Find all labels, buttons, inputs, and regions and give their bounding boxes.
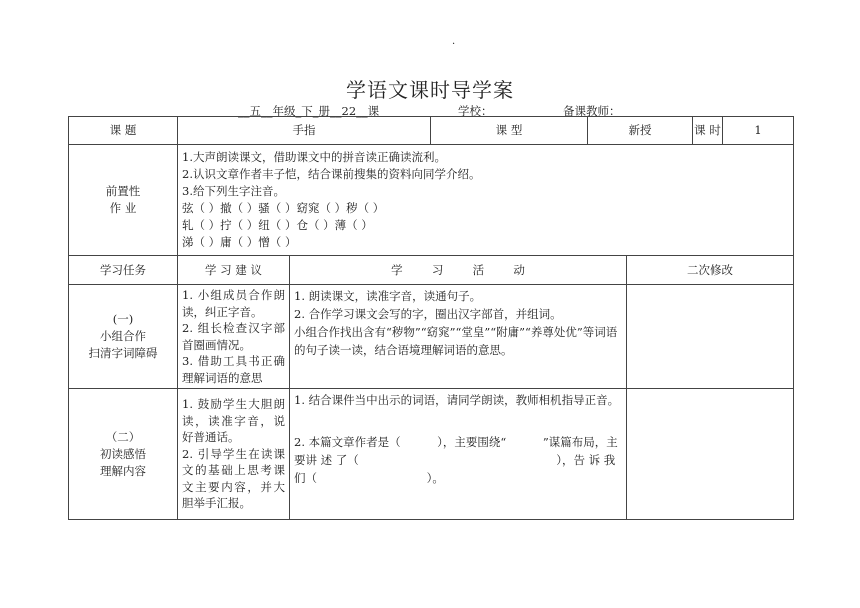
hours-label: 课 时 — [693, 117, 723, 145]
prep-line: 轧（ ）拧（ ）纽（ ）仓（ ）薄（ ） — [182, 218, 373, 232]
section1-num: (一) — [112, 312, 134, 326]
page-dot: . — [452, 36, 456, 47]
section1-revision — [627, 285, 794, 389]
suggestion-item: 2. 组长检查汉字部首圈画情况。 — [182, 321, 285, 352]
prep-line: 涕（ ）庸（ ）憎（ ） — [182, 235, 297, 249]
suggestion-item: 3. 借助工具书正确理解词语的意思 — [182, 354, 285, 385]
topic-value: 手指 — [178, 117, 431, 145]
activity-header: 学 习 活 动 — [290, 256, 627, 285]
school-label: 学校： — [458, 104, 493, 118]
section-row-1 — [69, 285, 794, 389]
section1-task — [69, 285, 178, 389]
lesson-plan-table — [68, 116, 794, 520]
activity-item: 1. 结合课件当中出示的词语，请同学朗读，教师相机指导正音。 — [294, 393, 620, 407]
section1-name-line1: 小组合作 — [100, 329, 146, 343]
grade-line: __五__年级_下_册__22__课 — [238, 104, 380, 118]
type-value: 新授 — [588, 117, 693, 145]
revision-header: 二次修改 — [627, 256, 794, 285]
prep-label-line2: 作 业 — [109, 201, 137, 215]
prep-content — [178, 145, 794, 256]
info-row — [69, 117, 794, 145]
suggestion-header: 学 习 建 议 — [178, 256, 290, 285]
section1-name-line2: 扫清字词障碍 — [88, 346, 158, 360]
section2-revision — [627, 389, 794, 520]
activity-item: 1. 朗读课文，读准字音，读通句子。 — [294, 289, 482, 303]
section2-name-line2: 理解内容 — [100, 463, 146, 478]
suggestion-item: 1. 鼓励学生大胆朗读，读准字音，说好普通话。 — [182, 397, 285, 445]
prep-line: 1.大声朗读课文，借助课文中的拼音读正确读流利。 — [182, 150, 446, 164]
activity-item: 2. 合作学习课文会写的字，圈出汉字部首，并组词。 — [294, 307, 562, 321]
prep-label-line1: 前置性 — [105, 184, 141, 198]
hours-value: 1 — [723, 117, 794, 145]
section2-task — [69, 389, 178, 520]
activity-item: 小组合作找出含有“秽物”“窈窕”“堂皇”“附庸”“养尊处优”等词语的句子读一读，结合语境理解词语的意思。 — [294, 325, 618, 357]
prep-label — [69, 145, 178, 256]
header-row — [69, 256, 794, 285]
suggestion-item: 1. 小组成员合作朗读，纠正字音。 — [182, 288, 285, 319]
prep-row — [69, 145, 794, 256]
page-title: 学语文课时导学案 — [346, 78, 514, 102]
prep-line: 弦（ ）撤（ ）骚（ ）窈窕（ ）秽（ ） — [182, 201, 385, 215]
task-header: 学习任务 — [69, 256, 178, 285]
section2-name-line1: 初读感悟 — [100, 446, 146, 461]
section-row-2 — [69, 389, 794, 520]
prep-line: 2.认识文章作者丰子恺，结合课前搜集的资料向同学介绍。 — [182, 167, 481, 181]
suggestion-item: 2. 引导学生在读课文的基础上思考课文主要内容，并大胆举手汇报。 — [182, 446, 285, 511]
section2-activities — [290, 389, 627, 520]
section1-suggestions — [178, 285, 290, 389]
type-label: 课 型 — [431, 117, 588, 145]
section2-suggestions — [178, 389, 290, 520]
teacher-label: 备课教师： — [563, 104, 621, 118]
prep-line: 3.给下列生字注音。 — [182, 184, 285, 198]
topic-label: 课 题 — [69, 117, 178, 145]
section2-num: （二） — [105, 429, 141, 444]
section1-activities — [290, 285, 627, 389]
activity-item: 2. 本篇文章作者是（ ），主要围绕“ ”谋篇布局，主要讲 述 了（ ），告 诉 我 们（ ）。 — [294, 435, 619, 485]
